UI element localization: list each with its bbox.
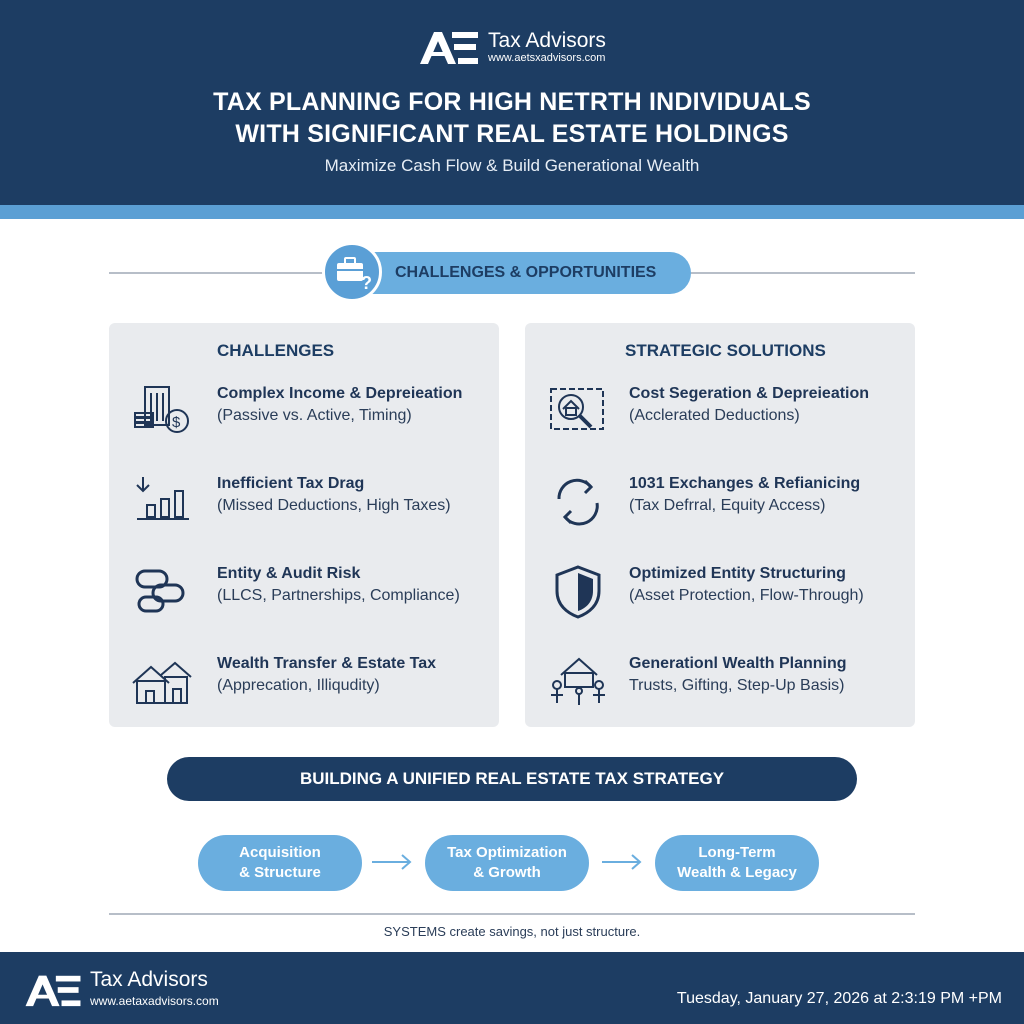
section-icon-badge (322, 242, 382, 302)
item-heading: Optimized Entity Structuring (629, 565, 846, 582)
chain-links-icon (131, 563, 193, 621)
item-subtext: (Acclerated Deductions) (629, 407, 800, 424)
solutions-panel (525, 323, 915, 727)
brand-url: www.aetsxadvisors.com (488, 51, 606, 64)
ae-logo-icon (418, 28, 480, 66)
arrow-right-icon (370, 849, 414, 875)
list-item (109, 563, 499, 633)
list-item (109, 383, 499, 453)
item-heading: Cost Segeration & Depreieation (629, 385, 870, 402)
list-item (109, 473, 499, 543)
item-heading: 1031 Exchanges & Refianicing (629, 475, 861, 492)
family-house-icon (547, 653, 609, 711)
item-subtext: (Tax Defrral, Equity Access) (629, 497, 826, 514)
bar-chart-down-icon (131, 473, 193, 531)
footer-datetime: Tuesday, January 27, 2026 at 2:3:19 PM +PM (676, 990, 1002, 1007)
item-subtext: (Appreсation, Illiqudity) (217, 677, 380, 694)
step-line-2: & Growth (473, 864, 541, 881)
header-banner (0, 0, 1024, 205)
solutions-title: STRATEGIC SOLUTIONS (625, 341, 826, 360)
challenges-panel (109, 323, 499, 727)
footer-brand-name: Tax Advisors (90, 968, 208, 991)
item-heading: Entity & Audit Risk (217, 565, 361, 582)
title-line-2: WITH SIGNIFICANT REAL ESTATE HOLDINGS (235, 120, 789, 148)
item-subtext: Trusts, Gifting, Step-Up Basis) (629, 677, 845, 694)
step-line-2: Wealth & Legacy (677, 864, 797, 881)
item-subtext: (LLCS, Partnerships, Compliance) (217, 587, 460, 604)
item-heading: Wealth Transfer & Estate Tax (217, 655, 437, 672)
footer-bar (0, 952, 1024, 1024)
svg-text:?: ? (361, 273, 372, 293)
item-subtext: (Missed Deductions, High Taxes) (217, 497, 451, 514)
step-line-2: & Structure (239, 864, 321, 881)
exchange-arrows-icon (547, 473, 609, 531)
list-item (525, 383, 915, 453)
ae-logo-icon (22, 972, 84, 1008)
challenges-title: CHALLENGES (217, 341, 335, 360)
house-magnifier-icon (547, 383, 609, 441)
step-long-term-wealth (655, 835, 819, 891)
page-subtitle: Maximize Cash Flow & Build Generational Wealth (324, 156, 700, 175)
shield-icon (547, 563, 609, 621)
building-dollar-icon (131, 383, 193, 441)
item-subtext: (Asset Protection, Flow-Through) (629, 587, 864, 604)
tagline: SYSTEMS create savings, not just structure. (383, 924, 641, 939)
section-label: CHALLENGES & OPPORTUNITIES (395, 264, 657, 281)
list-item (109, 653, 499, 723)
list-item (525, 473, 915, 543)
svg-text:$: $ (172, 414, 181, 431)
list-item (525, 563, 915, 633)
footer-brand-url: www.aetaxadvisors.com (90, 994, 219, 1008)
houses-icon (131, 653, 193, 711)
item-heading: Complex Income & Depreieation (217, 385, 463, 402)
section-divider-right (691, 272, 915, 274)
item-subtext: (Passive vs. Active, Timing) (217, 407, 412, 424)
arrow-right-icon (600, 849, 644, 875)
step-acquisition (198, 835, 362, 891)
step-line-1: Acquisition (239, 844, 321, 861)
item-heading: Inefficient Tax Drag (217, 475, 365, 492)
step-line-1: Long-Term (698, 844, 776, 861)
page-title (0, 86, 1024, 150)
title-line-1: TAX PLANNING FOR HIGH NETRTH INDIVIDUALS (213, 88, 811, 116)
step-line-1: Tax Optimization (447, 844, 567, 861)
header-stripe (0, 205, 1024, 219)
strategy-banner: BUILDING A UNIFIED REAL ESTATE TAX STRATEGY (167, 757, 857, 801)
brand (0, 28, 1024, 66)
brand-name: Tax Advisors (488, 28, 606, 52)
step-tax-optimization (425, 835, 589, 891)
footer-divider (109, 913, 915, 915)
list-item (525, 653, 915, 723)
section-divider-left (109, 272, 325, 274)
briefcase-question-icon (325, 245, 379, 299)
item-heading: Generationl Wealth Planning (629, 655, 847, 672)
